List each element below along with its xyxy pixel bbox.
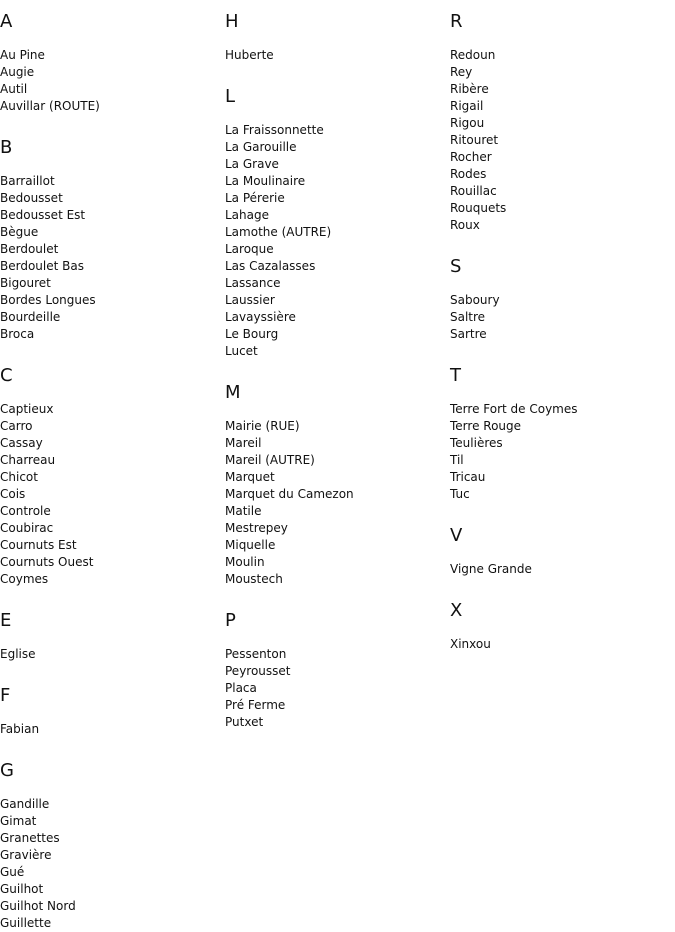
place-link[interactable]: Lahage: [225, 208, 269, 222]
place-link[interactable]: Guilhot Nord: [0, 899, 76, 913]
letter-heading: V: [450, 525, 463, 546]
place-link[interactable]: Au Pine: [0, 48, 45, 62]
place-link[interactable]: Mareil: [225, 436, 262, 450]
letter-group: [450, 526, 675, 578]
place-link[interactable]: Cassay: [0, 436, 43, 450]
place-link[interactable]: Chicot: [0, 470, 38, 484]
place-link[interactable]: Lavayssière: [225, 310, 296, 324]
place-link[interactable]: Teulières: [450, 436, 503, 450]
place-link[interactable]: La Fraissonnette: [225, 123, 324, 137]
place-link[interactable]: Coubirac: [0, 521, 54, 535]
place-link[interactable]: Lassance: [225, 276, 281, 290]
letter-group: [450, 257, 675, 343]
place-link[interactable]: Granettes: [0, 831, 60, 845]
place-link[interactable]: Las Cazalasses: [225, 259, 316, 273]
letter-group: [0, 611, 225, 663]
place-link[interactable]: Gué: [0, 865, 25, 879]
letter-heading: S: [450, 256, 462, 277]
place-link[interactable]: La Moulinaire: [225, 174, 306, 188]
place-link[interactable]: Auvillar (ROUTE): [0, 99, 100, 113]
place-link[interactable]: Tricau: [450, 470, 486, 484]
letter-group: [450, 12, 675, 234]
place-link[interactable]: Controle: [0, 504, 51, 518]
letter-heading: T: [450, 365, 461, 386]
place-link[interactable]: Mareil (AUTRE): [225, 453, 315, 467]
place-link[interactable]: Guilhot: [0, 882, 44, 896]
place-link[interactable]: Augie: [0, 65, 35, 79]
letter-heading: L: [225, 86, 236, 107]
place-link[interactable]: Rigou: [450, 116, 485, 130]
place-link[interactable]: Pessenton: [225, 647, 287, 661]
place-link[interactable]: Autil: [0, 82, 28, 96]
letter-group: [0, 138, 225, 343]
letter-group: [0, 12, 225, 115]
place-link[interactable]: Barraillot: [0, 174, 55, 188]
letter-group: [450, 366, 675, 503]
place-link[interactable]: Terre Rouge: [450, 419, 522, 433]
place-link[interactable]: La Pérerie: [225, 191, 285, 205]
place-link[interactable]: Matile: [225, 504, 262, 518]
place-link[interactable]: Saltre: [450, 310, 486, 324]
letter-group: [225, 383, 450, 588]
place-link[interactable]: Sartre: [450, 327, 487, 341]
place-link[interactable]: Putxet: [225, 715, 264, 729]
place-link[interactable]: Marquet du Camezon: [225, 487, 354, 501]
place-link[interactable]: Bedousset Est: [0, 208, 86, 222]
place-link[interactable]: Lucet: [225, 344, 258, 358]
index-column-1: [0, 0, 225, 932]
place-link[interactable]: Bigouret: [0, 276, 51, 290]
place-link[interactable]: Berdoulet: [0, 242, 59, 256]
place-link[interactable]: Roux: [450, 218, 480, 232]
letter-group: [0, 761, 225, 932]
place-link[interactable]: Gravière: [0, 848, 52, 862]
place-link[interactable]: Cournuts Est: [0, 538, 77, 552]
place-link[interactable]: Guillette: [0, 916, 52, 930]
place-link[interactable]: Rigail: [450, 99, 484, 113]
place-link[interactable]: Cournuts Ouest: [0, 555, 94, 569]
letter-heading: A: [0, 11, 13, 32]
place-link[interactable]: Bègue: [0, 225, 39, 239]
place-link[interactable]: Rey: [450, 65, 473, 79]
letter-heading: P: [225, 610, 236, 631]
letter-heading: C: [0, 365, 13, 386]
letter-group: [225, 87, 450, 360]
place-link[interactable]: Laroque: [225, 242, 274, 256]
place-link[interactable]: Moustech: [225, 572, 283, 586]
letter-heading: X: [450, 600, 463, 621]
letter-heading: B: [0, 137, 13, 158]
place-link[interactable]: Lamothe (AUTRE): [225, 225, 332, 239]
letter-heading: R: [450, 11, 463, 32]
place-link[interactable]: Captieux: [0, 402, 54, 416]
index-column-2: [225, 0, 450, 731]
place-link[interactable]: Mestrepey: [225, 521, 288, 535]
place-link[interactable]: La Garouille: [225, 140, 297, 154]
letter-group: [0, 366, 225, 588]
place-link[interactable]: Huberte: [225, 48, 274, 62]
letter-heading: F: [0, 685, 11, 706]
place-link[interactable]: Laussier: [225, 293, 275, 307]
place-link[interactable]: La Grave: [225, 157, 279, 171]
letter-group: [0, 686, 225, 738]
place-link[interactable]: Rodes: [450, 167, 487, 181]
place-link[interactable]: Moulin: [225, 555, 265, 569]
place-link[interactable]: Redoun: [450, 48, 496, 62]
letter-heading: M: [225, 382, 241, 403]
place-link[interactable]: Mairie (RUE): [225, 419, 300, 433]
place-link[interactable]: Bordes Longues: [0, 293, 96, 307]
place-link[interactable]: Gimat: [0, 814, 37, 828]
place-link[interactable]: Charreau: [0, 453, 56, 467]
place-link[interactable]: Marquet: [225, 470, 275, 484]
place-link[interactable]: Berdoulet Bas: [0, 259, 84, 273]
index-column-3: [450, 0, 675, 653]
letter-group: [450, 601, 675, 653]
place-link[interactable]: Placa: [225, 681, 257, 695]
letter-heading: G: [0, 760, 14, 781]
place-link[interactable]: Til: [450, 453, 464, 467]
place-link[interactable]: Peyrousset: [225, 664, 291, 678]
place-link[interactable]: Pré Ferme: [225, 698, 286, 712]
place-link[interactable]: Ritouret: [450, 133, 499, 147]
place-link[interactable]: Miquelle: [225, 538, 276, 552]
place-link[interactable]: Ribère: [450, 82, 489, 96]
place-link[interactable]: Fabian: [0, 722, 40, 736]
letter-group: [225, 611, 450, 731]
place-link[interactable]: Bourdeille: [0, 310, 61, 324]
place-link[interactable]: Rouquets: [450, 201, 507, 215]
place-link[interactable]: Bedousset: [0, 191, 63, 205]
place-link[interactable]: Cois: [0, 487, 26, 501]
place-link[interactable]: Coymes: [0, 572, 49, 586]
place-link[interactable]: Eglise: [0, 647, 36, 661]
place-link[interactable]: Terre Fort de Coymes: [450, 402, 578, 416]
place-link[interactable]: Broca: [0, 327, 35, 341]
letter-group: [225, 12, 450, 64]
place-link[interactable]: Vigne Grande: [450, 562, 532, 576]
place-link[interactable]: Rouillac: [450, 184, 497, 198]
letter-heading: H: [225, 11, 239, 32]
place-link[interactable]: Carro: [0, 419, 33, 433]
place-link[interactable]: Xinxou: [450, 637, 491, 651]
place-link[interactable]: Gandille: [0, 797, 50, 811]
place-link[interactable]: Saboury: [450, 293, 500, 307]
letter-heading: E: [0, 610, 12, 631]
place-link[interactable]: Tuc: [450, 487, 470, 501]
place-link[interactable]: Le Bourg: [225, 327, 279, 341]
place-link[interactable]: Rocher: [450, 150, 492, 164]
